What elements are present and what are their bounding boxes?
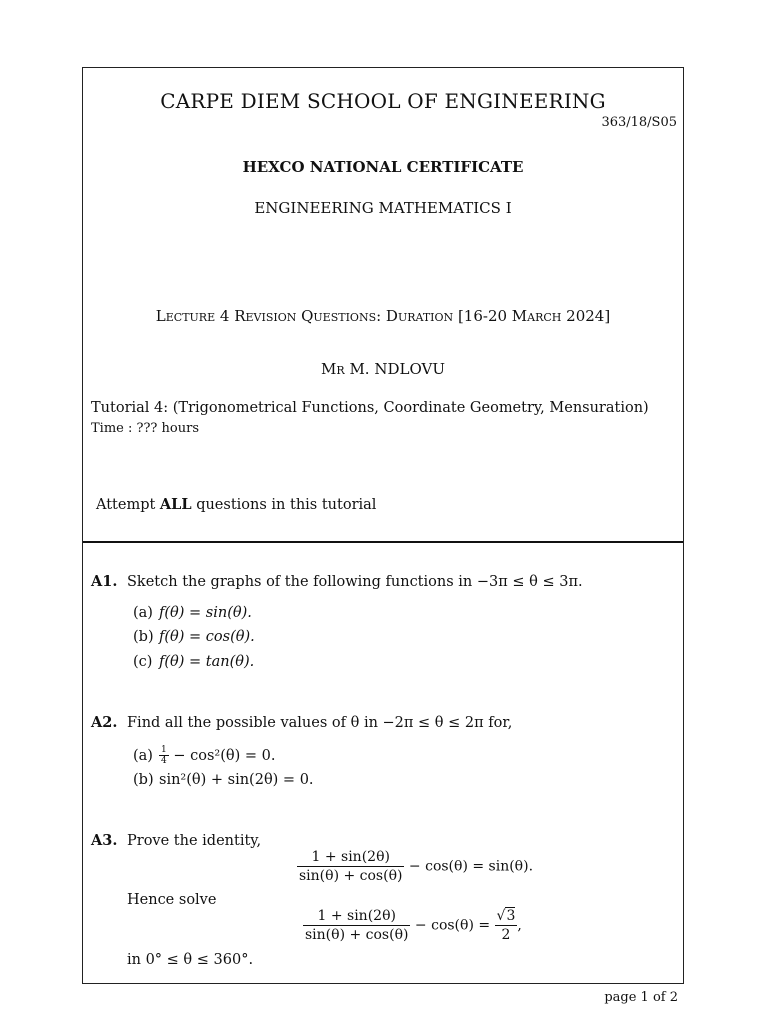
- solve-range: in 0° ≤ θ ≤ 360°.: [127, 952, 254, 968]
- question-a2-part-b: [133, 772, 314, 788]
- fraction: [303, 907, 410, 944]
- instructions: [96, 496, 376, 513]
- equation-tail: ,: [517, 917, 522, 934]
- attempt-prefix: Attempt: [96, 497, 156, 513]
- tutorial-topics: Tutorial 4: (Trigonometrical Functions, Coordinate Geometry, Mensuration): [91, 400, 649, 416]
- hence-solve: Hence solve: [127, 892, 217, 908]
- school-name: CARPE DIEM SCHOOL OF ENGINEERING: [160, 89, 606, 113]
- part-text: f(θ) = cos(θ).: [159, 629, 255, 645]
- time-allowed: Time : ??? hours: [91, 421, 199, 436]
- fraction-denominator: sin(θ) + cos(θ): [299, 868, 403, 885]
- solve-equation: [303, 907, 522, 944]
- identity-equation: [297, 848, 533, 885]
- fraction-numerator: 1 + sin(2θ): [303, 907, 410, 926]
- fraction-numerator: 1: [161, 745, 167, 755]
- subject-title: ENGINEERING MATHEMATICS I: [254, 199, 512, 217]
- fraction-denominator: 4: [161, 756, 167, 767]
- question-number: A1.: [91, 573, 118, 590]
- question-a1: [91, 573, 583, 590]
- page-number: page 1 of 2: [604, 990, 678, 1005]
- question-a2-part-a: [133, 745, 275, 767]
- certificate-title: HEXCO NATIONAL CERTIFICATE: [242, 158, 524, 176]
- fraction: [297, 848, 404, 885]
- exam-frame: [82, 67, 684, 984]
- paper-code: 363/18/S05: [601, 115, 677, 130]
- question-text: Sketch the graphs of the following functions in −3π ≤ θ ≤ 3π.: [127, 574, 583, 590]
- lecture-title: Lecture 4 Revision Questions: Duration [16-20 March 2024]: [155, 307, 611, 325]
- question-number: A3.: [91, 832, 118, 849]
- question-number: A2.: [91, 714, 118, 731]
- attempt-suffix: questions in this tutorial: [196, 497, 377, 513]
- question-a2: [91, 714, 512, 731]
- part-label: (c): [133, 654, 153, 670]
- part-text: f(θ) = sin(θ).: [159, 605, 252, 621]
- question-a3: [91, 832, 261, 849]
- part-label: (a): [133, 605, 153, 621]
- fraction-denominator: 2: [501, 927, 511, 944]
- fraction: [159, 745, 169, 767]
- equation-mid: − cos(θ) =: [414, 917, 491, 934]
- fraction-denominator: sin(θ) + cos(θ): [305, 927, 409, 944]
- fraction-numerator: 1 + sin(2θ): [297, 848, 404, 867]
- part-text: − cos²(θ) = 0.: [173, 747, 276, 764]
- question-text: Prove the identity,: [127, 833, 262, 849]
- part-label: (a): [133, 747, 153, 764]
- part-text: sin²(θ) + sin(2θ) = 0.: [159, 772, 314, 788]
- part-label: (b): [133, 772, 154, 788]
- question-text: Find all the possible values of θ in −2π ≤ θ ≤ 2π for,: [127, 715, 513, 731]
- sqrt-radicand: 3: [506, 908, 516, 924]
- question-a1-part-a: [133, 605, 252, 621]
- attempt-bold: ALL: [159, 496, 192, 513]
- fraction-numerator: √3: [495, 907, 518, 926]
- lecturer-name: Mr M. NDLOVU: [321, 360, 445, 378]
- part-label: (b): [133, 629, 154, 645]
- exam-header: [83, 68, 683, 543]
- question-a1-part-b: [133, 629, 255, 645]
- part-text: f(θ) = tan(θ).: [159, 654, 255, 670]
- equation-rest: − cos(θ) = sin(θ).: [408, 858, 534, 875]
- question-a1-part-c: [133, 654, 254, 670]
- rhs-fraction: [495, 907, 518, 944]
